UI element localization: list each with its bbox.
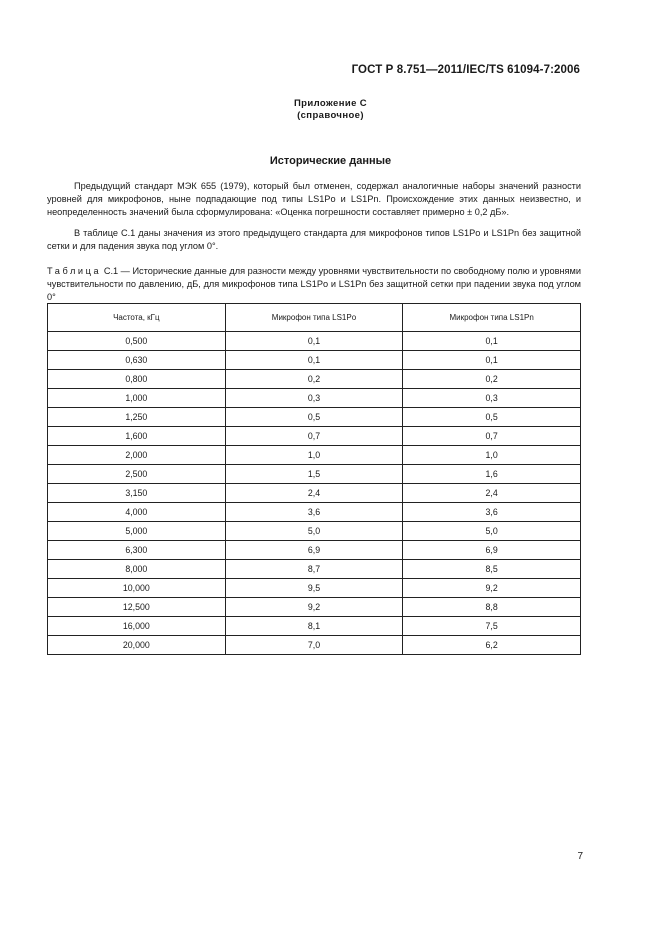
cell-frequency: 1,250	[48, 408, 226, 427]
table-label: Таблица	[47, 266, 102, 276]
cell-ls1pn: 7,5	[403, 617, 581, 636]
cell-frequency: 5,000	[48, 522, 226, 541]
table-row	[48, 636, 581, 655]
cell-frequency: 0,800	[48, 370, 226, 389]
cell-ls1pn: 6,9	[403, 541, 581, 560]
table-row	[48, 541, 581, 560]
appendix-subtitle: (справочное)	[297, 110, 364, 121]
cell-ls1pn: 1,6	[403, 465, 581, 484]
cell-frequency: 0,630	[48, 351, 226, 370]
page-number: 7	[577, 851, 583, 862]
table-row	[48, 560, 581, 579]
cell-ls1po: 3,6	[225, 503, 403, 522]
table-row	[48, 522, 581, 541]
cell-ls1pn: 0,1	[403, 351, 581, 370]
cell-frequency: 20,000	[48, 636, 226, 655]
cell-ls1pn: 2,4	[403, 484, 581, 503]
cell-ls1po: 5,0	[225, 522, 403, 541]
cell-ls1pn: 0,1	[403, 332, 581, 351]
table-row	[48, 408, 581, 427]
table-body	[48, 332, 581, 655]
cell-ls1pn: 6,2	[403, 636, 581, 655]
table-row	[48, 598, 581, 617]
table-row	[48, 484, 581, 503]
cell-ls1pn: 8,8	[403, 598, 581, 617]
cell-frequency: 0,500	[48, 332, 226, 351]
table-row	[48, 503, 581, 522]
paragraph-history: Предыдущий стандарт МЭК 655 (1979), который был отменен, содержал аналогичные наборы значений разности уровней для микрофонов, ныне подпадающие под типы LS1Po и LS1Pn. Происхождение этих данных неизвестно, и неопределенность значений была сформулирована: «Оценка погрешности составляет примерно ± 0,2 дБ».	[47, 181, 581, 218]
cell-ls1po: 0,2	[225, 370, 403, 389]
cell-ls1po: 1,5	[225, 465, 403, 484]
cell-ls1pn: 1,0	[403, 446, 581, 465]
cell-frequency: 10,000	[48, 579, 226, 598]
section-title: Исторические данные	[269, 155, 392, 167]
cell-frequency: 4,000	[48, 503, 226, 522]
cell-frequency: 8,000	[48, 560, 226, 579]
cell-ls1po: 0,1	[225, 332, 403, 351]
table-row	[48, 332, 581, 351]
cell-ls1po: 0,7	[225, 427, 403, 446]
table-caption	[47, 265, 581, 305]
cell-ls1pn: 9,2	[403, 579, 581, 598]
cell-ls1po: 9,5	[225, 579, 403, 598]
cell-ls1pn: 3,6	[403, 503, 581, 522]
table-row	[48, 579, 581, 598]
cell-ls1pn: 0,2	[403, 370, 581, 389]
cell-frequency: 6,300	[48, 541, 226, 560]
cell-ls1po: 0,3	[225, 389, 403, 408]
cell-ls1po: 1,0	[225, 446, 403, 465]
cell-ls1po: 9,2	[225, 598, 403, 617]
table-row	[48, 351, 581, 370]
cell-frequency: 3,150	[48, 484, 226, 503]
table-caption-text: С.1 — Исторические данные для разности между уровнями чувствительности по свободному полю и уровнями чувствительности по давлению, дБ, для микрофонов типа LS1Po и LS1Pn без защитной сетки при падении звука под углом 0°	[47, 266, 581, 303]
cell-frequency: 12,500	[48, 598, 226, 617]
table-header-row	[48, 304, 581, 332]
cell-frequency: 1,000	[48, 389, 226, 408]
cell-ls1pn: 0,5	[403, 408, 581, 427]
cell-ls1po: 0,1	[225, 351, 403, 370]
cell-ls1po: 0,5	[225, 408, 403, 427]
table-row	[48, 427, 581, 446]
cell-ls1po: 2,4	[225, 484, 403, 503]
table-row	[48, 617, 581, 636]
cell-ls1po: 8,7	[225, 560, 403, 579]
column-header-frequency: Частота, кГц	[48, 304, 226, 332]
paragraph-table-reference: В таблице С.1 даны значения из этого предыдущего стандарта для микрофонов типов LS1Po и LS1Pn без защитной сетки и для падения звука под углом 0°.	[47, 228, 581, 252]
historical-data-table	[47, 303, 581, 655]
cell-ls1pn: 0,7	[403, 427, 581, 446]
cell-ls1pn: 8,5	[403, 560, 581, 579]
table-row	[48, 446, 581, 465]
cell-ls1po: 6,9	[225, 541, 403, 560]
table-row	[48, 465, 581, 484]
cell-ls1po: 8,1	[225, 617, 403, 636]
cell-frequency: 2,500	[48, 465, 226, 484]
cell-ls1pn: 5,0	[403, 522, 581, 541]
cell-frequency: 1,600	[48, 427, 226, 446]
appendix-title: Приложение С	[293, 98, 368, 109]
cell-frequency: 2,000	[48, 446, 226, 465]
table-row	[48, 389, 581, 408]
document-header: ГОСТ Р 8.751—2011/IEC/TS 61094-7:2006	[351, 64, 580, 76]
column-header-ls1pn: Микрофон типа LS1Pn	[403, 304, 581, 332]
table-row	[48, 370, 581, 389]
column-header-ls1po: Микрофон типа LS1Po	[225, 304, 403, 332]
cell-ls1pn: 0,3	[403, 389, 581, 408]
cell-ls1po: 7,0	[225, 636, 403, 655]
cell-frequency: 16,000	[48, 617, 226, 636]
